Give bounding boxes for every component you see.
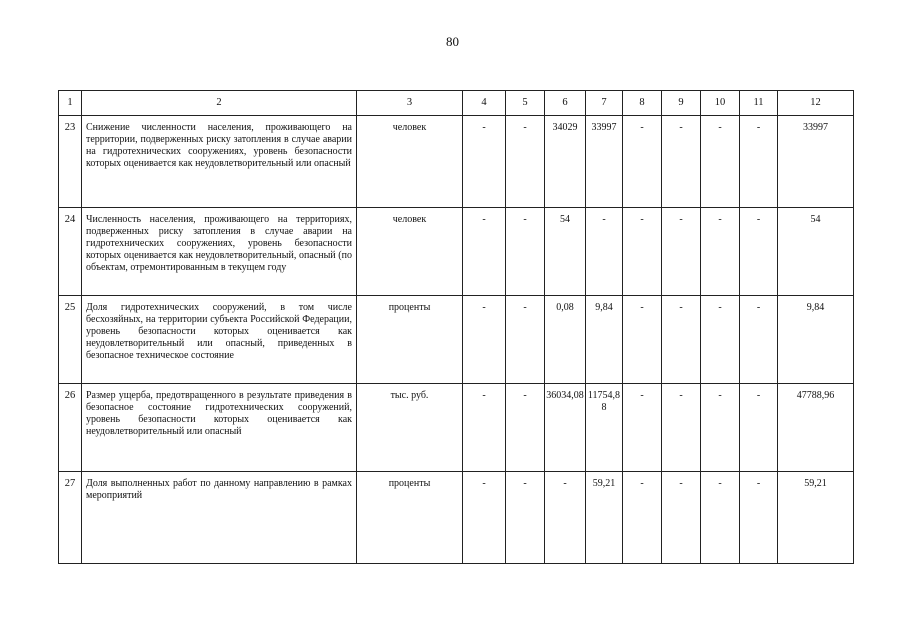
value-cell: 34029 — [545, 116, 586, 208]
value-cell: - — [662, 116, 701, 208]
value-cell: - — [701, 472, 740, 564]
value-cell: - — [463, 208, 506, 296]
header-cell: 10 — [701, 91, 740, 116]
header-cell: 11 — [740, 91, 778, 116]
value-cell: - — [740, 384, 778, 472]
value-cell: - — [701, 384, 740, 472]
header-cell: 2 — [82, 91, 357, 116]
value-cell: - — [506, 472, 545, 564]
total-cell: 9,84 — [778, 296, 854, 384]
value-cell: - — [463, 296, 506, 384]
value-cell: - — [701, 116, 740, 208]
page-number: 80 — [446, 34, 459, 49]
value-cell: - — [463, 384, 506, 472]
header-cell: 12 — [778, 91, 854, 116]
total-cell: 54 — [778, 208, 854, 296]
value-cell: - — [463, 116, 506, 208]
value-cell: - — [662, 472, 701, 564]
table-row — [59, 296, 854, 384]
value-cell: 36034,08 — [545, 384, 586, 472]
indicator-name: Численность населения, проживающего на территориях, подверженных риску затопления в случае аварии на гидротехнических сооружениях, уровень безопасности которых оценивается как неудовлетворительный, опасный (по объектам, отремонтированным в текущем году — [82, 208, 357, 296]
total-cell: 59,21 — [778, 472, 854, 564]
value-cell: 59,21 — [586, 472, 623, 564]
header-cell: 6 — [545, 91, 586, 116]
value-cell: - — [623, 208, 662, 296]
header-cell: 3 — [357, 91, 463, 116]
table-row — [59, 384, 854, 472]
header-cell: 5 — [506, 91, 545, 116]
row-number: 26 — [59, 384, 82, 472]
value-cell: 33997 — [586, 116, 623, 208]
value-cell: 54 — [545, 208, 586, 296]
value-cell: - — [506, 384, 545, 472]
unit-cell: человек — [357, 208, 463, 296]
unit-cell: проценты — [357, 472, 463, 564]
value-cell: - — [662, 208, 701, 296]
value-cell: - — [623, 116, 662, 208]
table-row — [59, 208, 854, 296]
value-cell: - — [740, 296, 778, 384]
indicator-name: Доля гидротехнических сооружений, в том числе бесхозяйных, на территории субъекта Российской Федерации, уровень безопасности которых оценивается как неудовлетворительный или опасный, приведенных в безопасное техническое состояние — [82, 296, 357, 384]
value-cell: - — [463, 472, 506, 564]
unit-cell: тыс. руб. — [357, 384, 463, 472]
table-header-row — [59, 91, 854, 116]
table-row — [59, 116, 854, 208]
value-cell: - — [506, 208, 545, 296]
row-number: 23 — [59, 116, 82, 208]
indicators-table — [58, 90, 854, 564]
header-cell: 8 — [623, 91, 662, 116]
indicator-name: Размер ущерба, предотвращенного в результате приведения в безопасное состояние гидротехнических сооружений, уровень безопасности которых оценивается как неудовлетворительный или опасный — [82, 384, 357, 472]
value-cell: - — [623, 384, 662, 472]
value-cell: - — [623, 472, 662, 564]
value-cell: - — [701, 296, 740, 384]
header-cell: 9 — [662, 91, 701, 116]
total-cell: 47788,96 — [778, 384, 854, 472]
value-cell: 9,84 — [586, 296, 623, 384]
value-cell: - — [586, 208, 623, 296]
unit-cell: человек — [357, 116, 463, 208]
header-cell: 4 — [463, 91, 506, 116]
value-cell: - — [545, 472, 586, 564]
row-number: 27 — [59, 472, 82, 564]
value-cell: - — [662, 384, 701, 472]
value-cell: - — [701, 208, 740, 296]
value-cell: - — [662, 296, 701, 384]
header-cell: 1 — [59, 91, 82, 116]
header-cell: 7 — [586, 91, 623, 116]
value-cell: - — [623, 296, 662, 384]
indicator-name: Доля выполненных работ по данному направлению в рамках мероприятий — [82, 472, 357, 564]
row-number: 24 — [59, 208, 82, 296]
table-row — [59, 472, 854, 564]
value-cell: - — [740, 208, 778, 296]
value-cell: - — [506, 296, 545, 384]
row-number: 25 — [59, 296, 82, 384]
value-cell: 11754,88 — [586, 384, 623, 472]
indicator-name: Снижение численности населения, проживающего на территории, подверженных риску затопления в случае аварии на гидротехнических сооружениях, уровень безопасности которых оценивается как неудовлетворительный или опасный — [82, 116, 357, 208]
value-cell: - — [506, 116, 545, 208]
value-cell: - — [740, 116, 778, 208]
value-cell: - — [740, 472, 778, 564]
value-cell: 0,08 — [545, 296, 586, 384]
total-cell: 33997 — [778, 116, 854, 208]
unit-cell: проценты — [357, 296, 463, 384]
